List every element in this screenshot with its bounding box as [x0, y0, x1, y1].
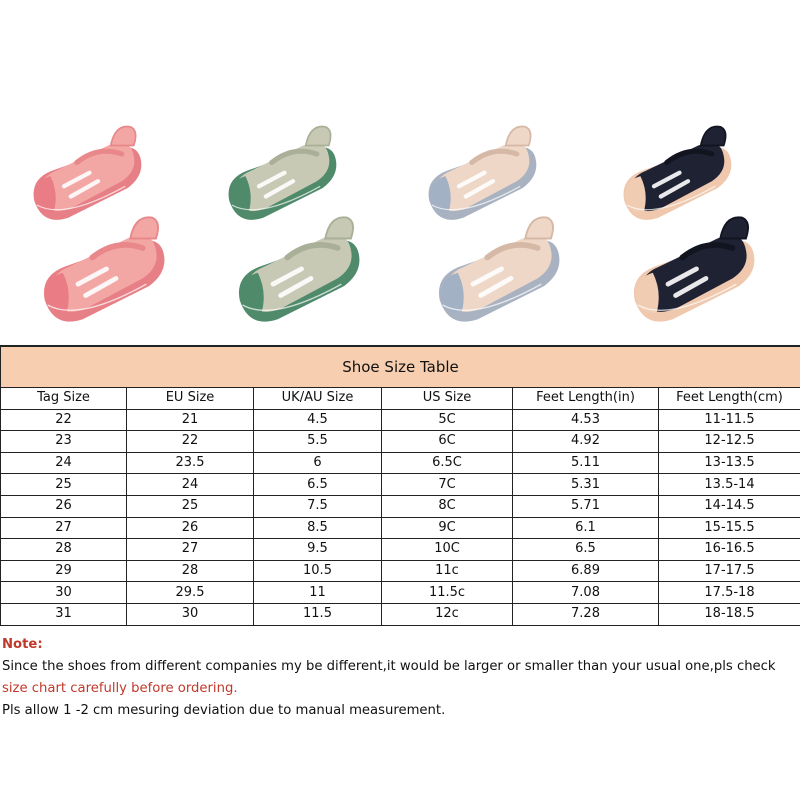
shoe-pair-navy	[590, 95, 790, 335]
table-row	[1, 474, 800, 496]
table-cell: 30	[127, 603, 254, 625]
table-cell: 5.31	[513, 474, 659, 496]
table-cell: 11.5c	[382, 582, 513, 604]
shoe-pair-beige	[395, 95, 595, 335]
size-table	[0, 345, 800, 626]
table-cell: 8.5	[254, 517, 382, 539]
shoe-pair-image	[590, 95, 790, 335]
table-cell: 24	[1, 452, 127, 474]
table-cell: 27	[127, 539, 254, 561]
table-row	[1, 539, 800, 561]
shoe-back	[229, 127, 337, 220]
table-cell: 7C	[382, 474, 513, 496]
table-cell: 21	[127, 409, 254, 431]
table-cell: 10C	[382, 539, 513, 561]
table-cell: 13-13.5	[659, 452, 800, 474]
note-line: size chart carefully before ordering.	[2, 681, 238, 696]
product-photo	[0, 95, 800, 335]
column-header: Feet Length(in)	[513, 388, 659, 410]
table-cell: 17-17.5	[659, 560, 800, 582]
table-cell: 4.5	[254, 409, 382, 431]
table-cell: 12c	[382, 603, 513, 625]
shoe-pair-image	[195, 95, 395, 335]
shoe-pair-green	[195, 95, 395, 335]
table-cell: 6.5	[254, 474, 382, 496]
table-row	[1, 517, 800, 539]
table-cell: 9.5	[254, 539, 382, 561]
table-title: Shoe Size Table	[1, 346, 800, 388]
shoe-pair-pink	[0, 95, 200, 335]
table-cell: 5.5	[254, 431, 382, 453]
table-cell: 15-15.5	[659, 517, 800, 539]
table-cell: 31	[1, 603, 127, 625]
table-cell: 29	[1, 560, 127, 582]
shoe-pair-image	[0, 95, 200, 335]
table-cell: 24	[127, 474, 254, 496]
table-cell: 29.5	[127, 582, 254, 604]
table-cell: 13.5-14	[659, 474, 800, 496]
shoe-front	[439, 217, 559, 321]
table-cell: 6	[254, 452, 382, 474]
table-cell: 6.5	[513, 539, 659, 561]
table-cell: 28	[127, 560, 254, 582]
table-cell: 27	[1, 517, 127, 539]
shoe-front	[634, 217, 754, 321]
table-row	[1, 603, 800, 625]
table-cell: 5C	[382, 409, 513, 431]
shoe-front	[239, 217, 359, 321]
table-cell: 26	[127, 517, 254, 539]
table-cell: 18-18.5	[659, 603, 800, 625]
table-cell: 11-11.5	[659, 409, 800, 431]
table-cell: 12-12.5	[659, 431, 800, 453]
table-cell: 22	[1, 409, 127, 431]
shoe-pair-image	[395, 95, 595, 335]
table-cell: 11	[254, 582, 382, 604]
table-cell: 7.08	[513, 582, 659, 604]
table-row	[1, 560, 800, 582]
table-cell: 6.5C	[382, 452, 513, 474]
table-cell: 7.5	[254, 495, 382, 517]
shoe-back	[34, 127, 142, 220]
table-body	[1, 409, 800, 625]
table-cell: 9C	[382, 517, 513, 539]
column-header: UK/AU Size	[254, 388, 382, 410]
table-cell: 30	[1, 582, 127, 604]
shoe-back	[624, 127, 732, 220]
table-cell: 26	[1, 495, 127, 517]
table-row	[1, 495, 800, 517]
note-line: Pls allow 1 -2 cm mesuring deviation due to manual measurement.	[2, 703, 446, 718]
table-cell: 6.1	[513, 517, 659, 539]
table-cell: 23.5	[127, 452, 254, 474]
note-label: Note:	[2, 637, 43, 652]
table-cell: 4.92	[513, 431, 659, 453]
table-row	[1, 409, 800, 431]
table-cell: 28	[1, 539, 127, 561]
table-cell: 10.5	[254, 560, 382, 582]
table-cell: 11c	[382, 560, 513, 582]
note-line: Since the shoes from different companies my be different,it would be larger or smaller than your usual one,pls check	[2, 659, 776, 674]
table-cell: 6C	[382, 431, 513, 453]
table-cell: 11.5	[254, 603, 382, 625]
table-cell: 14-14.5	[659, 495, 800, 517]
size-table-container	[0, 345, 800, 626]
table-cell: 5.71	[513, 495, 659, 517]
table-cell: 25	[1, 474, 127, 496]
table-cell: 23	[1, 431, 127, 453]
shoe-back	[429, 127, 537, 220]
table-header-row	[1, 388, 800, 410]
table-row	[1, 431, 800, 453]
shoe-front	[44, 217, 164, 321]
table-cell: 25	[127, 495, 254, 517]
column-header: EU Size	[127, 388, 254, 410]
table-cell: 8C	[382, 495, 513, 517]
table-cell: 4.53	[513, 409, 659, 431]
table-cell: 6.89	[513, 560, 659, 582]
table-cell: 5.11	[513, 452, 659, 474]
column-header: US Size	[382, 388, 513, 410]
column-header: Tag Size	[1, 388, 127, 410]
table-cell: 17.5-18	[659, 582, 800, 604]
table-row	[1, 452, 800, 474]
table-cell: 7.28	[513, 603, 659, 625]
table-cell: 16-16.5	[659, 539, 800, 561]
column-header: Feet Length(cm)	[659, 388, 800, 410]
table-cell: 22	[127, 431, 254, 453]
note-block	[2, 634, 800, 722]
table-row	[1, 582, 800, 604]
